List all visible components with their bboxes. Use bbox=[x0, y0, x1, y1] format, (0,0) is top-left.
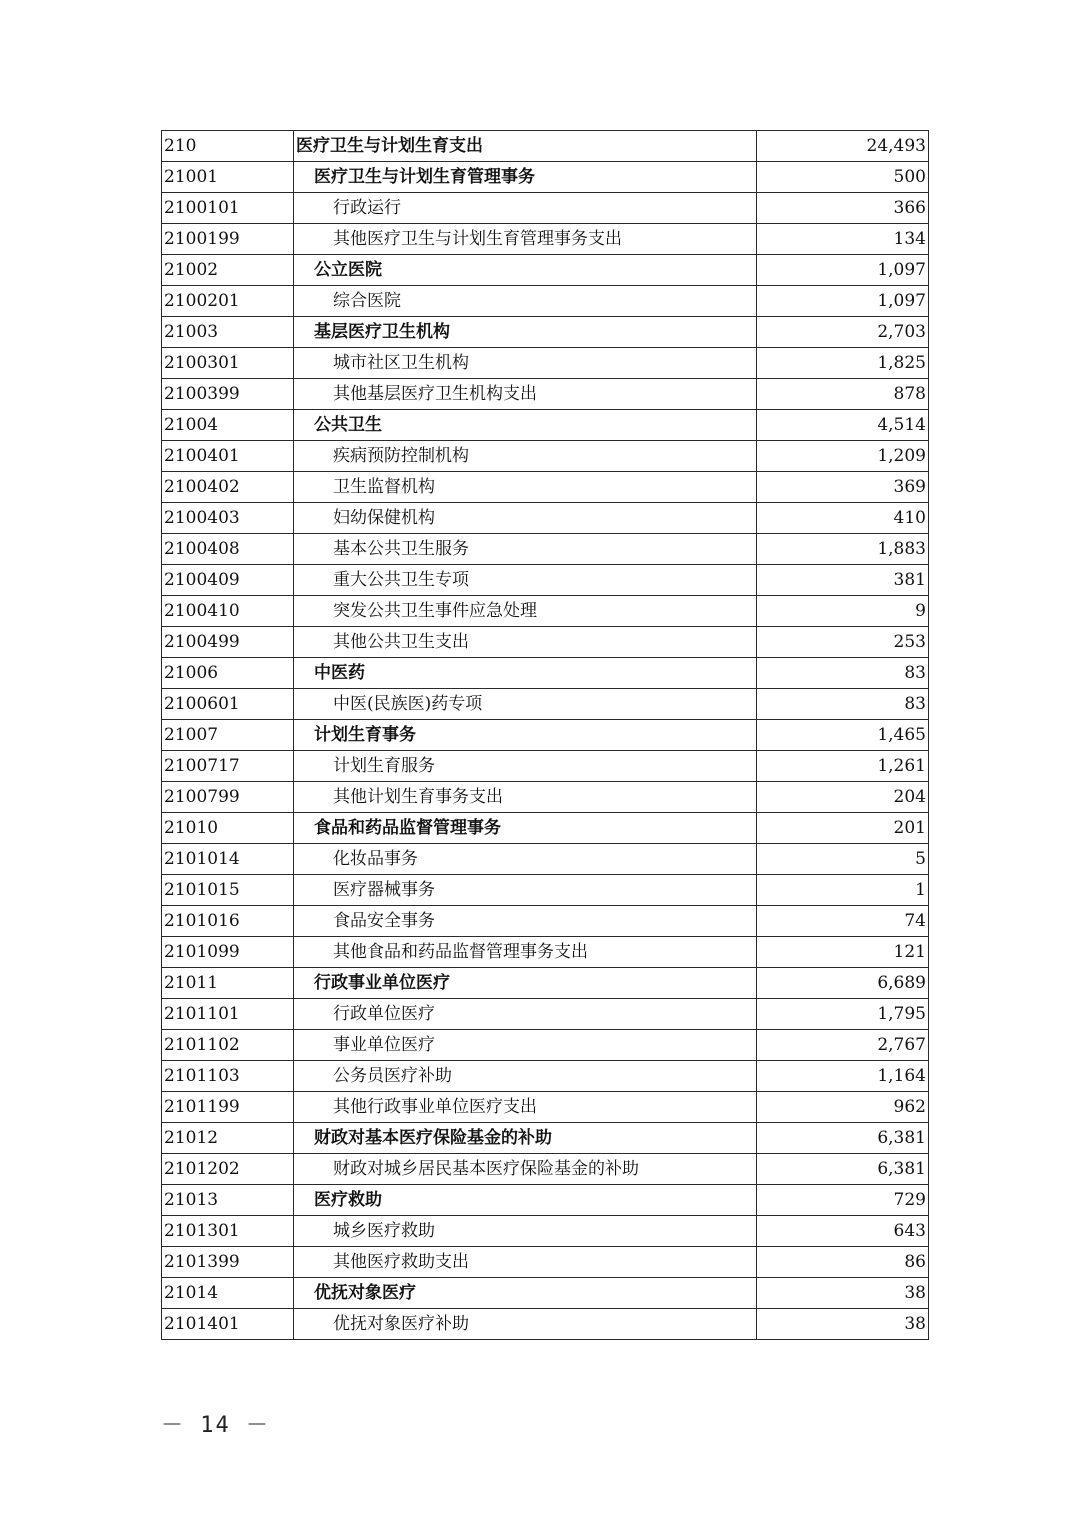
account-name-cell bbox=[294, 937, 757, 968]
account-name-cell bbox=[294, 627, 757, 658]
account-name: 其他医疗卫生与计划生育管理事务支出 bbox=[333, 229, 622, 249]
account-name-cell bbox=[294, 596, 757, 627]
table-row bbox=[162, 503, 929, 534]
amount: 1,795 bbox=[757, 999, 929, 1030]
account-code: 2100301 bbox=[162, 348, 294, 379]
table-row bbox=[162, 689, 929, 720]
account-name-cell bbox=[294, 193, 757, 224]
amount: 381 bbox=[757, 565, 929, 596]
account-name-cell bbox=[294, 379, 757, 410]
amount: 6,381 bbox=[757, 1154, 929, 1185]
table-row bbox=[162, 410, 929, 441]
account-name-cell bbox=[294, 1061, 757, 1092]
amount: 1 bbox=[757, 875, 929, 906]
table-body bbox=[162, 131, 929, 1340]
account-name: 计划生育事务 bbox=[314, 725, 416, 745]
amount: 729 bbox=[757, 1185, 929, 1216]
account-code: 21010 bbox=[162, 813, 294, 844]
amount: 500 bbox=[757, 162, 929, 193]
amount: 2,703 bbox=[757, 317, 929, 348]
account-name: 中医(民族医)药专项 bbox=[333, 694, 483, 714]
account-code: 2101099 bbox=[162, 937, 294, 968]
account-code: 2101014 bbox=[162, 844, 294, 875]
amount: 86 bbox=[757, 1247, 929, 1278]
table-row bbox=[162, 224, 929, 255]
account-name-cell bbox=[294, 472, 757, 503]
table-row bbox=[162, 968, 929, 999]
account-name-cell bbox=[294, 689, 757, 720]
account-name: 其他医疗救助支出 bbox=[333, 1252, 469, 1272]
account-code: 2100401 bbox=[162, 441, 294, 472]
account-name: 行政运行 bbox=[333, 198, 401, 218]
amount: 878 bbox=[757, 379, 929, 410]
account-code: 21002 bbox=[162, 255, 294, 286]
account-name: 公立医院 bbox=[314, 260, 382, 280]
amount: 83 bbox=[757, 689, 929, 720]
account-name-cell bbox=[294, 751, 757, 782]
account-code: 2100499 bbox=[162, 627, 294, 658]
account-name: 事业单位医疗 bbox=[333, 1035, 435, 1055]
account-name-cell bbox=[294, 1278, 757, 1309]
table-row bbox=[162, 255, 929, 286]
account-code: 2100408 bbox=[162, 534, 294, 565]
amount: 204 bbox=[757, 782, 929, 813]
account-name: 医疗器械事务 bbox=[333, 880, 435, 900]
account-name-cell bbox=[294, 1216, 757, 1247]
account-name: 公共卫生 bbox=[314, 415, 382, 435]
table-row bbox=[162, 813, 929, 844]
account-name-cell bbox=[294, 1154, 757, 1185]
account-name: 其他行政事业单位医疗支出 bbox=[333, 1097, 537, 1117]
table-row bbox=[162, 627, 929, 658]
amount: 74 bbox=[757, 906, 929, 937]
amount: 5 bbox=[757, 844, 929, 875]
account-code: 21003 bbox=[162, 317, 294, 348]
account-name-cell bbox=[294, 255, 757, 286]
account-name-cell bbox=[294, 999, 757, 1030]
table-row bbox=[162, 379, 929, 410]
account-name-cell bbox=[294, 813, 757, 844]
account-name: 妇幼保健机构 bbox=[333, 508, 435, 528]
table-row bbox=[162, 782, 929, 813]
amount: 410 bbox=[757, 503, 929, 534]
amount: 9 bbox=[757, 596, 929, 627]
account-name-cell bbox=[294, 720, 757, 751]
account-name-cell bbox=[294, 844, 757, 875]
account-name: 公务员医疗补助 bbox=[333, 1066, 452, 1086]
account-name: 基层医疗卫生机构 bbox=[314, 322, 450, 342]
amount: 643 bbox=[757, 1216, 929, 1247]
account-code: 2100601 bbox=[162, 689, 294, 720]
amount: 134 bbox=[757, 224, 929, 255]
account-name-cell bbox=[294, 1185, 757, 1216]
account-code: 2101301 bbox=[162, 1216, 294, 1247]
amount: 1,209 bbox=[757, 441, 929, 472]
amount: 83 bbox=[757, 658, 929, 689]
account-name: 财政对城乡居民基本医疗保险基金的补助 bbox=[333, 1159, 639, 1179]
account-name: 行政单位医疗 bbox=[333, 1004, 435, 1024]
account-name-cell bbox=[294, 658, 757, 689]
account-name: 其他食品和药品监督管理事务支出 bbox=[333, 942, 588, 962]
amount: 121 bbox=[757, 937, 929, 968]
amount: 1,097 bbox=[757, 286, 929, 317]
table-row bbox=[162, 875, 929, 906]
amount: 366 bbox=[757, 193, 929, 224]
account-code: 21006 bbox=[162, 658, 294, 689]
account-name: 计划生育服务 bbox=[333, 756, 435, 776]
table-row bbox=[162, 317, 929, 348]
account-code: 2101101 bbox=[162, 999, 294, 1030]
table-row bbox=[162, 131, 929, 162]
account-name: 财政对基本医疗保险基金的补助 bbox=[314, 1128, 552, 1148]
table-row bbox=[162, 999, 929, 1030]
account-name: 优抚对象医疗 bbox=[314, 1283, 416, 1303]
account-name-cell bbox=[294, 1123, 757, 1154]
table-row bbox=[162, 937, 929, 968]
account-name: 食品和药品监督管理事务 bbox=[314, 818, 501, 838]
table-row bbox=[162, 1185, 929, 1216]
account-name-cell bbox=[294, 317, 757, 348]
amount: 2,767 bbox=[757, 1030, 929, 1061]
account-name: 其他计划生育事务支出 bbox=[333, 787, 503, 807]
account-name-cell bbox=[294, 875, 757, 906]
account-name: 城乡医疗救助 bbox=[333, 1221, 435, 1241]
account-code: 2100402 bbox=[162, 472, 294, 503]
table-row bbox=[162, 658, 929, 689]
account-code: 21013 bbox=[162, 1185, 294, 1216]
table-row bbox=[162, 472, 929, 503]
account-code: 21014 bbox=[162, 1278, 294, 1309]
table-row bbox=[162, 1309, 929, 1340]
table-row bbox=[162, 1061, 929, 1092]
table-row bbox=[162, 906, 929, 937]
account-code: 2100201 bbox=[162, 286, 294, 317]
account-name: 医疗救助 bbox=[314, 1190, 382, 1210]
table-row bbox=[162, 720, 929, 751]
account-name: 基本公共卫生服务 bbox=[333, 539, 469, 559]
account-name-cell bbox=[294, 968, 757, 999]
account-code: 2101401 bbox=[162, 1309, 294, 1340]
account-name-cell bbox=[294, 131, 757, 162]
amount: 1,825 bbox=[757, 348, 929, 379]
account-name: 重大公共卫生专项 bbox=[333, 570, 469, 590]
account-name-cell bbox=[294, 503, 757, 534]
amount: 38 bbox=[757, 1278, 929, 1309]
table-row bbox=[162, 1216, 929, 1247]
amount: 253 bbox=[757, 627, 929, 658]
account-name: 突发公共卫生事件应急处理 bbox=[333, 601, 537, 621]
account-code: 2100399 bbox=[162, 379, 294, 410]
table-row bbox=[162, 534, 929, 565]
account-code: 2100410 bbox=[162, 596, 294, 627]
amount: 6,689 bbox=[757, 968, 929, 999]
page-number: － 14 － bbox=[161, 1413, 270, 1438]
account-name-cell bbox=[294, 565, 757, 596]
table-row bbox=[162, 844, 929, 875]
table-row bbox=[162, 193, 929, 224]
account-name: 疾病预防控制机构 bbox=[333, 446, 469, 466]
account-name-cell bbox=[294, 410, 757, 441]
account-code: 21011 bbox=[162, 968, 294, 999]
amount: 1,261 bbox=[757, 751, 929, 782]
account-name: 卫生监督机构 bbox=[333, 477, 435, 497]
table-row bbox=[162, 1030, 929, 1061]
account-name: 优抚对象医疗补助 bbox=[333, 1314, 469, 1334]
account-name: 医疗卫生与计划生育管理事务 bbox=[314, 167, 535, 187]
account-name-cell bbox=[294, 1030, 757, 1061]
account-name: 综合医院 bbox=[333, 291, 401, 311]
table-row bbox=[162, 162, 929, 193]
account-code: 2100403 bbox=[162, 503, 294, 534]
account-code: 2101199 bbox=[162, 1092, 294, 1123]
amount: 201 bbox=[757, 813, 929, 844]
account-name: 城市社区卫生机构 bbox=[333, 353, 469, 373]
amount: 24,493 bbox=[757, 131, 929, 162]
account-code: 2100199 bbox=[162, 224, 294, 255]
table-row bbox=[162, 286, 929, 317]
account-code: 210 bbox=[162, 131, 294, 162]
amount: 4,514 bbox=[757, 410, 929, 441]
account-name-cell bbox=[294, 224, 757, 255]
account-name-cell bbox=[294, 348, 757, 379]
table-row bbox=[162, 565, 929, 596]
account-code: 2100101 bbox=[162, 193, 294, 224]
account-name: 其他公共卫生支出 bbox=[333, 632, 469, 652]
amount: 1,097 bbox=[757, 255, 929, 286]
account-name-cell bbox=[294, 1092, 757, 1123]
account-name: 食品安全事务 bbox=[333, 911, 435, 931]
account-name: 其他基层医疗卫生机构支出 bbox=[333, 384, 537, 404]
account-code: 21001 bbox=[162, 162, 294, 193]
account-name: 化妆品事务 bbox=[333, 849, 418, 869]
table-row bbox=[162, 1092, 929, 1123]
account-code: 21012 bbox=[162, 1123, 294, 1154]
amount: 1,465 bbox=[757, 720, 929, 751]
table-row bbox=[162, 1278, 929, 1309]
account-name-cell bbox=[294, 286, 757, 317]
table-row bbox=[162, 1123, 929, 1154]
account-code: 2100717 bbox=[162, 751, 294, 782]
amount: 962 bbox=[757, 1092, 929, 1123]
account-code: 2101016 bbox=[162, 906, 294, 937]
account-code: 2100799 bbox=[162, 782, 294, 813]
account-name: 中医药 bbox=[314, 663, 365, 683]
table-row bbox=[162, 596, 929, 627]
amount: 369 bbox=[757, 472, 929, 503]
table-row bbox=[162, 441, 929, 472]
amount: 6,381 bbox=[757, 1123, 929, 1154]
amount: 1,883 bbox=[757, 534, 929, 565]
budget-expenditure-table bbox=[161, 130, 929, 1340]
account-name-cell bbox=[294, 534, 757, 565]
account-name-cell bbox=[294, 1309, 757, 1340]
account-code: 2101399 bbox=[162, 1247, 294, 1278]
account-code: 2101015 bbox=[162, 875, 294, 906]
account-code: 2100409 bbox=[162, 565, 294, 596]
account-code: 21007 bbox=[162, 720, 294, 751]
table-row bbox=[162, 348, 929, 379]
table-row bbox=[162, 1247, 929, 1278]
account-name-cell bbox=[294, 1247, 757, 1278]
amount: 1,164 bbox=[757, 1061, 929, 1092]
account-name-cell bbox=[294, 162, 757, 193]
table-row bbox=[162, 1154, 929, 1185]
table-row bbox=[162, 751, 929, 782]
amount: 38 bbox=[757, 1309, 929, 1340]
account-name-cell bbox=[294, 782, 757, 813]
account-name: 行政事业单位医疗 bbox=[314, 973, 450, 993]
account-name-cell bbox=[294, 441, 757, 472]
account-code: 2101202 bbox=[162, 1154, 294, 1185]
account-name-cell bbox=[294, 906, 757, 937]
account-code: 2101102 bbox=[162, 1030, 294, 1061]
account-code: 21004 bbox=[162, 410, 294, 441]
account-code: 2101103 bbox=[162, 1061, 294, 1092]
account-name: 医疗卫生与计划生育支出 bbox=[296, 136, 483, 156]
